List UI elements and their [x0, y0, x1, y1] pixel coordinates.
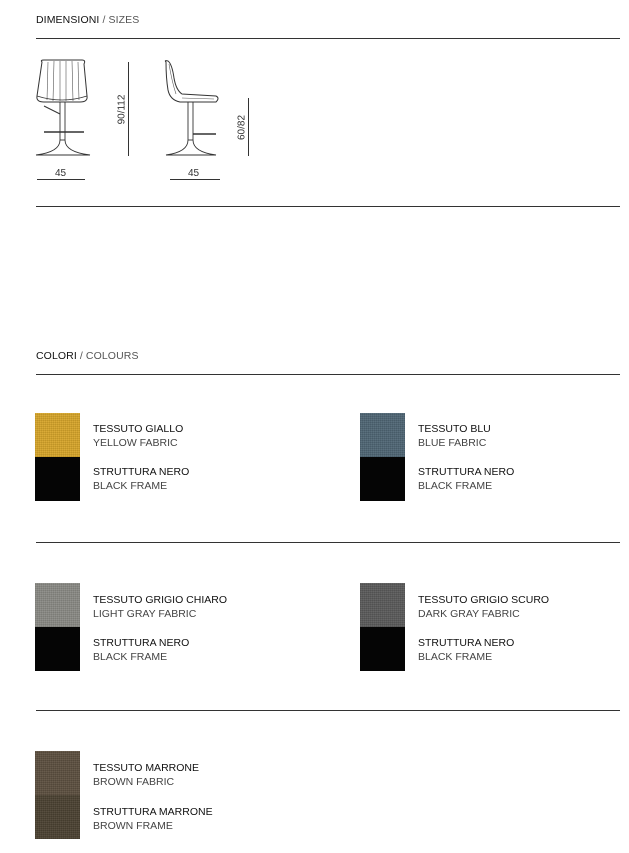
height-line	[128, 62, 129, 156]
fabric-name-it: TESSUTO GIALLO	[93, 423, 184, 435]
fabric-swatch	[35, 751, 80, 795]
frame-swatch	[360, 457, 405, 501]
sizes-title-it: DIMENSIONI	[36, 14, 100, 26]
colours-title-en: COLOURS	[85, 350, 139, 362]
fabric-name-en: LIGHT GRAY FABRIC	[93, 608, 197, 620]
fabric-name-en: BLUE FABRIC	[418, 437, 487, 449]
frame-swatch	[360, 627, 405, 671]
fabric-name-it: TESSUTO GRIGIO SCURO	[418, 594, 550, 606]
sizes-title	[36, 14, 139, 26]
frame-name-it: STRUTTURA NERO	[418, 637, 515, 649]
fabric-swatch	[35, 413, 80, 457]
frame-swatch	[35, 795, 80, 839]
sizes-bottom-rule	[36, 206, 620, 207]
sizes-title-sep: /	[99, 14, 109, 26]
colours-title-sep: /	[76, 350, 86, 362]
fabric-name-it: TESSUTO MARRONE	[93, 762, 199, 774]
fabric-swatch	[360, 583, 405, 627]
colours-row1-rule	[36, 542, 620, 543]
frame-name-en: BLACK FRAME	[418, 651, 493, 663]
front-width-line	[37, 179, 85, 180]
fabric-name-it: TESSUTO GRIGIO CHIARO	[93, 594, 227, 606]
sizes-top-rule	[36, 38, 620, 39]
sizes-title-en: SIZES	[108, 14, 140, 26]
side-width-line	[170, 179, 220, 180]
frame-name-en: BLACK FRAME	[418, 480, 493, 492]
seat-height-label: 90/112	[116, 94, 128, 125]
fabric-name-it: TESSUTO BLU	[418, 423, 491, 435]
fabric-name-en: DARK GRAY FABRIC	[418, 608, 520, 620]
fabric-swatch	[360, 413, 405, 457]
fabric-name-en: YELLOW FABRIC	[93, 437, 178, 449]
front-width-label: 45	[55, 168, 67, 179]
colours-row2-rule	[36, 710, 620, 711]
stool-front-view-drawing	[30, 56, 100, 162]
side-width-label: 45	[188, 168, 200, 179]
stool-side-view-drawing	[158, 56, 228, 162]
frame-name-en: BLACK FRAME	[93, 651, 168, 663]
low-height-line	[248, 98, 249, 156]
frame-name-it: STRUTTURA NERO	[93, 637, 190, 649]
frame-name-en: BROWN FRAME	[93, 820, 173, 832]
frame-name-en: BLACK FRAME	[93, 480, 168, 492]
fabric-swatch	[35, 583, 80, 627]
frame-swatch	[35, 627, 80, 671]
frame-name-it: STRUTTURA MARRONE	[93, 806, 213, 818]
colours-top-rule	[36, 374, 620, 375]
frame-swatch	[35, 457, 80, 501]
colours-title	[36, 350, 139, 362]
frame-name-it: STRUTTURA NERO	[418, 466, 515, 478]
colours-title-it: COLORI	[36, 350, 77, 362]
frame-name-it: STRUTTURA NERO	[93, 466, 190, 478]
fabric-name-en: BROWN FABRIC	[93, 776, 175, 788]
seat-height-low-label: 60/82	[236, 114, 248, 141]
